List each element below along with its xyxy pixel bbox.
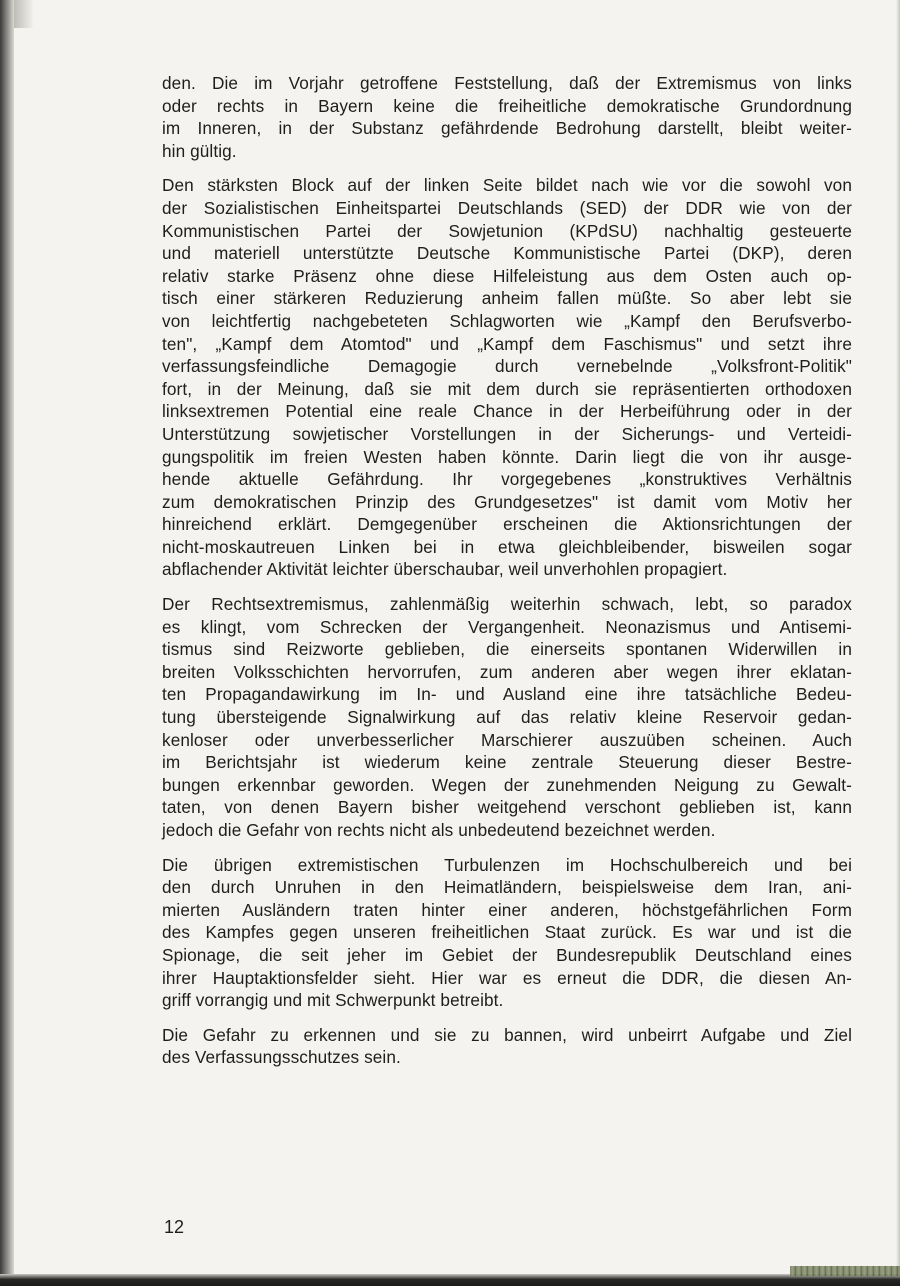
text-line: hinreichend erklärt. Demgegenüber erscheinen die Aktionsrichtungen der [162, 514, 852, 535]
text-line: Die Gefahr zu erkennen und sie zu bannen, wird unbeirrt Aufgabe und Ziel [162, 1024, 852, 1045]
text-line: Kommunistischen Partei der Sowjetunion (KPdSU) nachhaltig gesteuerte [162, 220, 852, 241]
text-line: abflachender Aktivität leichter überschaubar, weil unverhohlen propagiert. [162, 559, 728, 580]
text-line: taten, von denen Bayern bisher weitgehend verschont geblieben ist, kann [162, 797, 852, 818]
text-line: den durch Unruhen in den Heimatländern, beispielsweise dem Iran, ani- [162, 877, 852, 898]
page-bottom-edge [0, 1274, 900, 1286]
text-line: relativ starke Präsenz ohne diese Hilfeleistung aus dem Osten auch op- [162, 265, 852, 286]
text-line: nicht-moskautreuen Linken bei in etwa gleichbleibender, bisweilen sogar [162, 536, 852, 557]
text-line: kenloser oder unverbesserlicher Marschierer auszuüben scheinen. Auch [162, 729, 852, 750]
text-line: und materiell unterstützte Deutsche Kommunistische Partei (DKP), deren [162, 243, 852, 264]
text-line: zum demokratischen Prinzip des Grundgesetzes" ist damit vom Motiv her [162, 491, 852, 512]
paragraph [162, 174, 852, 581]
text-line: linksextremen Potential eine reale Chance in der Herbeiführung oder in der [162, 401, 852, 422]
text-line: im Inneren, in der Substanz gefährdende Bedrohung darstellt, bleibt weiter- [162, 118, 852, 139]
text-line: tismus sind Reizworte geblieben, die einerseits spontanen Widerwillen in [162, 639, 852, 660]
document-body [162, 72, 852, 1081]
text-line: fort, in der Meinung, daß sie mit dem durch sie repräsentierten orthodoxen [162, 378, 852, 399]
page-corner-shadow [14, 0, 34, 28]
text-line: griff vorrangig und mit Schwerpunkt betreibt. [162, 990, 504, 1011]
text-line: es klingt, vom Schrecken der Vergangenheit. Neonazismus und Antisemi- [162, 616, 852, 637]
text-line: von leichtfertig nachgebeteten Schlagworten wie „Kampf den Berufsverbo- [162, 310, 852, 331]
text-line: tisch einer stärkeren Reduzierung anheim fallen müßte. So aber lebt sie [162, 288, 852, 309]
text-line: Spionage, die seit jeher im Gebiet der Bundesrepublik Deutschland eines [162, 944, 852, 965]
page-corner-strip [790, 1266, 900, 1276]
text-line: Die übrigen extremistischen Turbulenzen im Hochschulbereich und bei [162, 854, 852, 875]
text-line: Den stärksten Block auf der linken Seite bildet nach wie vor die sowohl von [162, 175, 852, 196]
text-line: breiten Volksschichten hervorrufen, zum anderen aber wegen ihrer eklatan- [162, 661, 852, 682]
text-line: gungspolitik im freien Westen haben könnte. Darin liegt die von ihr ausge- [162, 446, 852, 467]
text-line: im Berichtsjahr ist wiederum keine zentrale Steuerung dieser Bestre- [162, 752, 852, 773]
paragraph [162, 1024, 852, 1069]
text-line: tung übersteigende Signalwirkung auf das relativ kleine Reservoir gedan- [162, 707, 852, 728]
text-line: der Sozialistischen Einheitspartei Deutschlands (SED) der DDR wie von der [162, 197, 852, 218]
paragraph [162, 593, 852, 842]
paragraph [162, 72, 852, 162]
page-right-edge [896, 0, 900, 1286]
text-line: mierten Ausländern traten hinter einer anderen, höchstgefährlichen Form [162, 899, 852, 920]
text-line: jedoch die Gefahr von rechts nicht als unbedeutend bezeichnet werden. [162, 820, 716, 840]
text-line: oder rechts in Bayern keine die freiheitliche demokratische Grundordnung [162, 95, 852, 116]
page-number: 12 [164, 1217, 185, 1237]
text-line: verfassungsfeindliche Demagogie durch vernebelnde „Volksfront-Politik" [162, 356, 852, 377]
text-line: ten Propagandawirkung im In- und Ausland eine ihre tatsächliche Bedeu- [162, 684, 852, 705]
paragraph [162, 854, 852, 1012]
text-line: Unterstützung sowjetischer Vorstellungen in der Sicherungs- und Verteidi- [162, 423, 852, 444]
text-line: hin gültig. [162, 140, 237, 161]
page-binding-shadow [0, 0, 14, 1286]
text-line: Der Rechtsextremismus, zahlenmäßig weiterhin schwach, lebt, so paradox [162, 594, 852, 615]
text-line: ihrer Hauptaktionsfelder sieht. Hier war es erneut die DDR, die diesen An- [162, 967, 852, 988]
text-line: des Kampfes gegen unseren freiheitlichen Staat zurück. Es war und ist die [162, 922, 852, 943]
text-line: des Verfassungsschutzes sein. [162, 1047, 401, 1068]
text-line: hende aktuelle Gefährdung. Ihr vorgegebenes „konstruktives Verhältnis [162, 469, 852, 490]
text-line: ten", „Kampf dem Atomtod" und „Kampf dem Faschismus" und setzt ihre [162, 333, 852, 354]
text-line: den. Die im Vorjahr getroffene Feststellung, daß der Extremismus von links [162, 73, 852, 93]
text-line: bungen erkennbar geworden. Wegen der zunehmenden Neigung zu Gewalt- [162, 774, 852, 795]
